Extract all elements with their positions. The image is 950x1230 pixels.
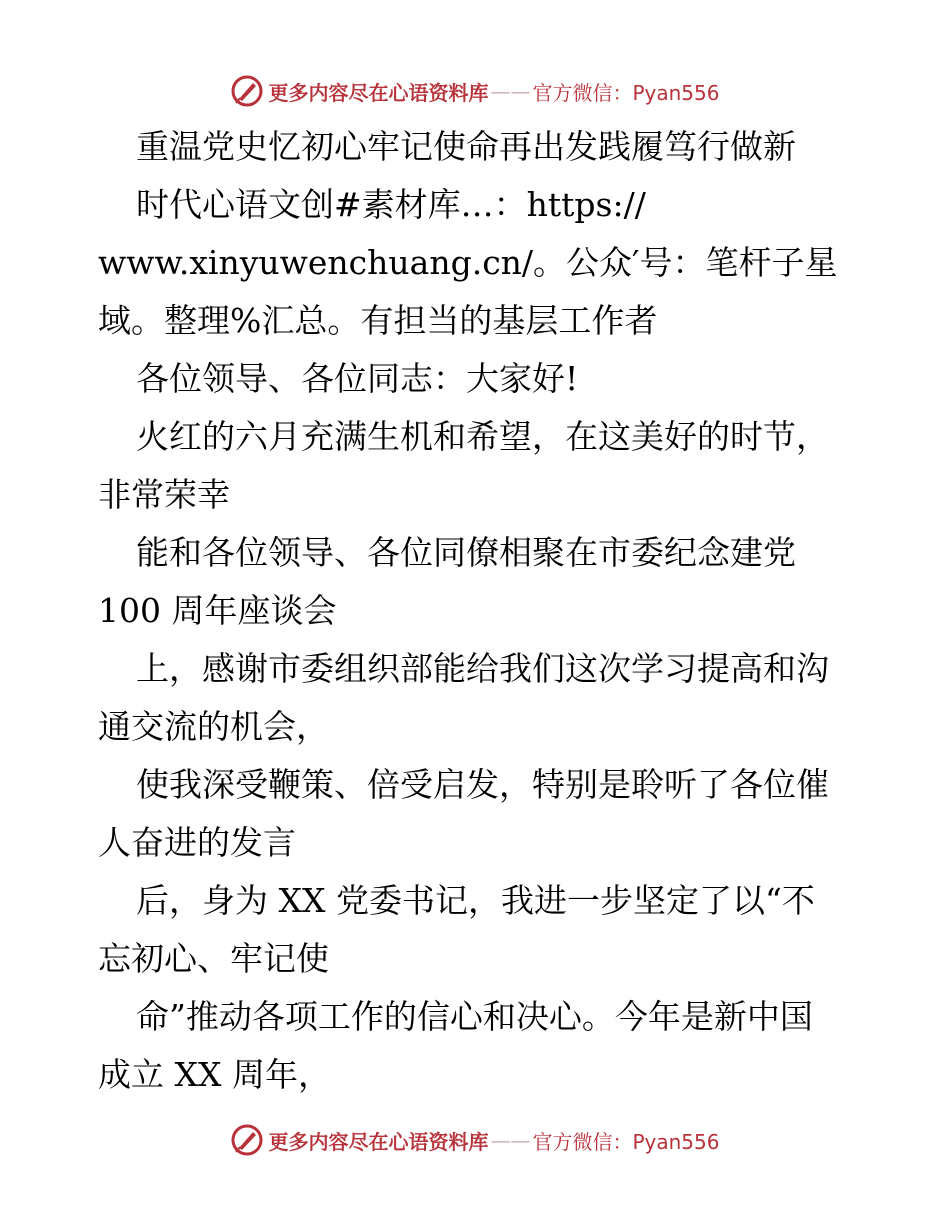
header-site-text: 更多内容尽在心语资料库	[268, 80, 489, 105]
quill-logo-icon	[230, 1123, 264, 1157]
body-line: 通交流的机会，	[98, 707, 329, 746]
document-body	[98, 118, 858, 1104]
header-banner	[0, 71, 950, 111]
body-line: 忘初心、牢记使	[98, 939, 329, 978]
quill-logo-icon	[230, 74, 264, 108]
body-line: 重温党史忆初心牢记使命再出发践履笃行做新	[136, 127, 796, 166]
body-line: 各位领导、各位同志：大家好!	[136, 359, 579, 398]
body-line: 能和各位领导、各位同僚相聚在市委纪念建党	[136, 533, 796, 572]
body-line: 命”推动各项工作的信心和决心。今年是新中国	[136, 997, 813, 1036]
header-wechat-text: 官方微信：Pyan556	[532, 80, 720, 105]
footer-site-text: 更多内容尽在心语资料库	[268, 1129, 489, 1154]
body-line: 域。整理%汇总。有担当的基层工作者	[98, 301, 658, 340]
body-line: 后，身为 XX 党委书记，我进一步坚定了以“不	[136, 881, 815, 920]
body-line: 成立 XX 周年，	[98, 1055, 331, 1094]
body-line: 非常荣幸	[98, 475, 230, 514]
body-line: 上，感谢市委组织部能给我们这次学习提高和沟	[136, 649, 829, 688]
footer-wechat-text: 官方微信：Pyan556	[532, 1129, 720, 1154]
body-line: 100 周年座谈会	[98, 591, 337, 630]
body-line: 使我深受鞭策、倍受启发，特别是聆听了各位催	[136, 765, 829, 804]
header-separator: ——	[490, 79, 531, 103]
footer-banner	[0, 1120, 950, 1160]
body-line: www.xinyuwenchuang.cn/。公众′号：笔杆子星	[98, 243, 838, 282]
body-line: 时代心语文创#素材库…：https://	[136, 185, 646, 224]
footer-separator: ——	[490, 1128, 531, 1152]
body-line: 人奋进的发言	[98, 823, 296, 862]
body-line: 火红的六月充满生机和希望，在这美好的时节，	[136, 417, 829, 456]
